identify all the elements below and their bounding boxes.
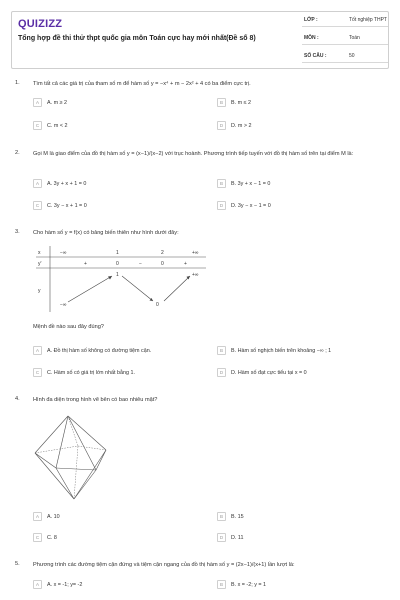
option-letter-box: B [217, 512, 226, 521]
option-text: B. x = -2; y = 1 [231, 581, 267, 588]
option-text: C. Hàm số có giá trị lớn nhất bằng 1. [47, 369, 136, 376]
question-number: 1. [15, 80, 20, 86]
option-text: D. 3y − x − 1 = 0 [231, 202, 271, 209]
option-letter-box: A [33, 346, 42, 355]
question-text: Hình đa diện trong hình vẽ bên có bao nhiêu mặt? [33, 397, 158, 403]
variation-table-svg [36, 246, 206, 312]
option-text: B. 15 [231, 513, 244, 520]
option-c[interactable] [33, 368, 199, 379]
table-x-value: +∞ [192, 250, 199, 256]
increase-arrow [68, 276, 112, 302]
option-text: B. Hàm số nghịch biến trên khoảng −∞ ; 1 [231, 347, 332, 354]
table-sign: − [139, 261, 142, 267]
meta-label: SỐ CÂU : [304, 53, 327, 59]
table-x-value: −∞ [60, 250, 67, 256]
option-text: C. 8 [47, 534, 57, 541]
variation-table [36, 246, 206, 312]
meta-count [302, 50, 388, 63]
option-c[interactable] [33, 533, 199, 544]
meta-value: Tốt nghiệp THPT [349, 17, 387, 23]
option-text: A. 3y + x + 1 = 0 [47, 180, 87, 187]
table-x-label: x [38, 250, 41, 256]
option-letter-box: C [33, 201, 42, 210]
polyhedron-figure [30, 413, 110, 503]
option-text: B. 3y + x − 1 = 0 [231, 180, 271, 187]
option-letter-box: B [217, 580, 226, 589]
option-a[interactable] [33, 512, 199, 523]
option-c[interactable] [33, 201, 199, 212]
option-letter-box: A [33, 580, 42, 589]
option-d[interactable] [217, 533, 383, 544]
meta-subject [302, 32, 388, 45]
option-a[interactable] [33, 98, 199, 109]
option-text: A. x = -1; y= -2 [47, 581, 83, 588]
option-letter-box: D [217, 121, 226, 130]
question-text: Gọi M là giao điểm của đồ thị hàm số y = (x−1)/(x−2) với trục hoành. Phương trình tiếp tuyến với đồ thị hàm số trên tại điểm M là: [33, 151, 354, 157]
option-text: C. 3y − x + 1 = 0 [47, 202, 87, 209]
option-b[interactable] [217, 346, 383, 357]
table-y-value: +∞ [192, 272, 199, 278]
question-text: Phương trình các đường tiệm cận đứng và tiệm cận ngang của đồ thị hàm số y = (2x−1)/(x+1) lần lượt là: [33, 562, 295, 568]
option-c[interactable] [33, 121, 199, 132]
document-header [11, 11, 389, 69]
option-a[interactable] [33, 346, 199, 357]
option-d[interactable] [217, 201, 383, 212]
increase-arrow [164, 276, 190, 301]
option-letter-box: B [217, 179, 226, 188]
option-d[interactable] [217, 121, 383, 132]
option-letter-box: A [33, 98, 42, 107]
question-number: 3. [15, 229, 20, 235]
option-b[interactable] [217, 179, 383, 190]
option-letter-box: D [217, 201, 226, 210]
option-letter-box: D [217, 533, 226, 542]
option-letter-box: C [33, 121, 42, 130]
question-number: 5. [15, 561, 20, 567]
option-text: A. m ≥ 2 [47, 99, 68, 106]
option-d[interactable] [217, 368, 383, 379]
table-sign: + [84, 261, 87, 267]
option-letter-box: D [217, 368, 226, 377]
table-sign: 0 [116, 261, 119, 267]
option-text: B. m ≤ 2 [231, 99, 252, 106]
option-letter-box: C [33, 533, 42, 542]
option-a[interactable] [33, 580, 199, 591]
table-y-value: 1 [116, 272, 119, 278]
option-text: A. 10 [47, 513, 60, 520]
option-text: A. Đồ thị hàm số không có đường tiệm cận. [47, 347, 152, 354]
table-yprime-label: y' [38, 261, 42, 267]
option-b[interactable] [217, 98, 383, 109]
option-letter-box: A [33, 179, 42, 188]
question-number: 4. [15, 396, 20, 402]
question-text: Cho hàm số y = f(x) có bảng biến thiên như hình dưới đây: [33, 230, 179, 236]
option-b[interactable] [217, 512, 383, 523]
option-letter-box: B [217, 346, 226, 355]
option-a[interactable] [33, 179, 199, 190]
option-b[interactable] [217, 580, 383, 591]
document-title: Tổng hợp đề thi thử thpt quốc gia môn Toán cực hay mới nhất(Đề số 8) [18, 35, 256, 42]
decrease-arrow [122, 276, 153, 301]
meta-class [302, 14, 388, 27]
polyhedron-svg [30, 413, 110, 503]
option-text: C. m < 2 [47, 122, 68, 129]
question-number: 2. [15, 150, 20, 156]
question-text: Tìm tất cả các giá trị của tham số m để hàm số y = −x⁴ + m − 2x² + 4 có ba điểm cực trị. [33, 81, 251, 87]
table-y-value: −∞ [60, 302, 67, 308]
option-text: D. 11 [231, 534, 244, 541]
question-prompt: Mệnh đề nào sau đây đúng? [33, 324, 104, 330]
meta-value: Toán [349, 35, 360, 41]
option-letter-box: C [33, 368, 42, 377]
meta-label: LỚP : [304, 17, 318, 23]
meta-value: 50 [349, 53, 355, 59]
table-x-value: 2 [161, 250, 164, 256]
brand-logo: QUIZIZZ [18, 18, 63, 30]
meta-label: MÔN : [304, 35, 319, 41]
table-sign: + [184, 261, 187, 267]
table-y-value: 0 [156, 302, 159, 308]
option-letter-box: B [217, 98, 226, 107]
option-letter-box: A [33, 512, 42, 521]
option-text: D. m > 2 [231, 122, 252, 129]
option-text: D. Hàm số đạt cực tiểu tại x = 0 [231, 369, 307, 376]
table-sign: 0 [161, 261, 164, 267]
table-x-value: 1 [116, 250, 119, 256]
table-y-label: y [38, 288, 41, 294]
